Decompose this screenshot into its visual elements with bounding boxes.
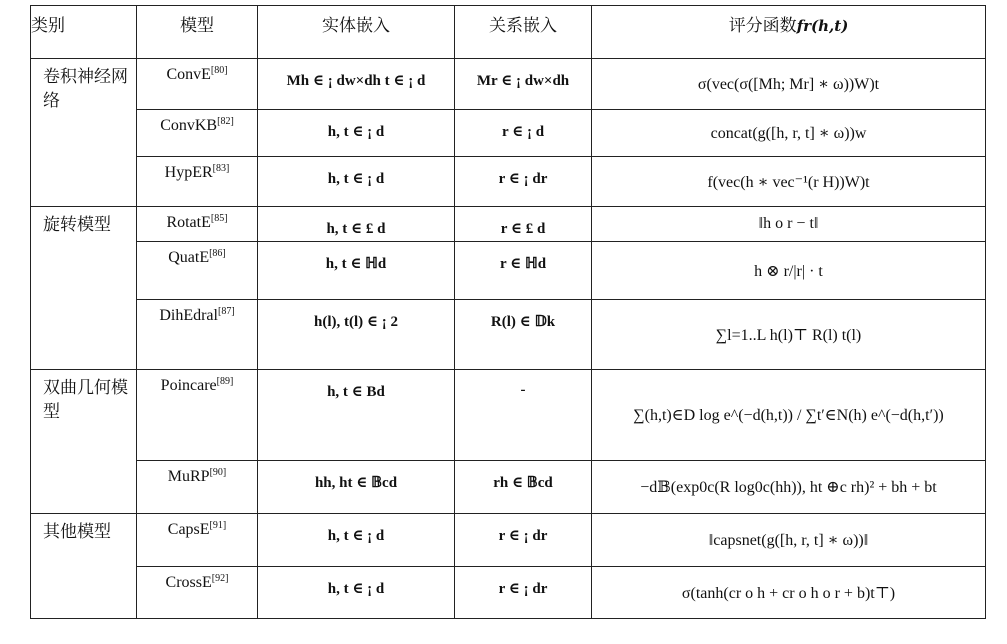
category-other: 其他模型 [31, 514, 137, 619]
relation-embedding: r ∈ ¡ d [455, 110, 592, 157]
model-label: MuRP [167, 468, 210, 485]
entity-embedding: h, t ∈ ℍd [258, 242, 455, 300]
relation-embedding: r ∈ ℍd [455, 242, 592, 300]
table-row [31, 567, 986, 619]
model-name [137, 461, 258, 514]
relation-embedding: r ∈ £ d [455, 207, 592, 242]
model-label: HypER [164, 164, 213, 181]
header-score-function [592, 6, 986, 59]
model-name [137, 207, 258, 242]
score-function: −d𝔹(exp0c(R log0c(hh)), ht ⊕c rh)² + bh + bt [592, 461, 986, 514]
relation-embedding: r ∈ ¡ dr [455, 514, 592, 567]
header-category: 类别 [31, 6, 137, 59]
score-function: h ⊗ r/|r| · t [592, 242, 986, 300]
category-cnn: 卷积神经网络 [31, 59, 137, 207]
model-ref: [91] [209, 520, 227, 531]
header-score-label: 评分函数 [728, 16, 797, 36]
header-row [31, 6, 986, 59]
model-label: RotatE [166, 214, 211, 231]
relation-embedding: rh ∈ 𝔹cd [455, 461, 592, 514]
model-comparison-table [30, 5, 986, 619]
model-label: CapsE [167, 521, 210, 538]
entity-embedding: h, t ∈ ¡ d [258, 514, 455, 567]
model-ref: [90] [209, 467, 227, 478]
model-label: QuatE [168, 249, 210, 266]
entity-embedding: h, t ∈ ¡ d [258, 157, 455, 207]
relation-embedding: Mr ∈ ¡ dw×dh [455, 59, 592, 110]
model-ref: [85] [210, 213, 228, 224]
relation-embedding: - [455, 370, 592, 461]
table-row [31, 300, 986, 370]
model-ref: [87] [217, 306, 235, 317]
model-name [137, 300, 258, 370]
category-hyperbolic: 双曲几何模型 [31, 370, 137, 514]
table-row [31, 370, 986, 461]
entity-embedding: h, t ∈ Bd [258, 370, 455, 461]
relation-embedding: R(l) ∈ 𝔻k [455, 300, 592, 370]
category-rotation: 旋转模型 [31, 207, 137, 370]
table-row [31, 207, 986, 242]
model-ref: [86] [209, 248, 226, 259]
model-label: CrossE [165, 574, 212, 591]
model-label: Poincare [160, 377, 217, 394]
table-row [31, 242, 986, 300]
score-function: f(vec(h ∗ vec⁻¹(r H))W)t [592, 157, 986, 207]
model-name [137, 110, 258, 157]
score-function: σ(vec(σ([Mh; Mr] ∗ ω))W)t [592, 59, 986, 110]
model-ref: [92] [211, 573, 229, 584]
model-ref: [80] [210, 65, 228, 76]
model-name [137, 59, 258, 110]
entity-embedding: hh, ht ∈ 𝔹cd [258, 461, 455, 514]
relation-embedding: r ∈ ¡ dr [455, 567, 592, 619]
table-row [31, 514, 986, 567]
model-name [137, 514, 258, 567]
model-ref: [83] [212, 163, 230, 174]
model-label: ConvKB [160, 117, 218, 134]
model-name [137, 242, 258, 300]
model-name [137, 370, 258, 461]
table-row [31, 110, 986, 157]
header-model: 模型 [137, 6, 258, 59]
table-row [31, 59, 986, 110]
model-label: ConvE [166, 66, 211, 83]
score-function: concat(g([h, r, t] ∗ ω))w [592, 110, 986, 157]
score-function: ‖capsnet(g([h, r, t] ∗ ω))‖ [592, 514, 986, 567]
table-row [31, 157, 986, 207]
score-function: ∑l=1..L h(l)⊤ R(l) t(l) [592, 300, 986, 370]
entity-embedding: h(l), t(l) ∈ ¡ 2 [258, 300, 455, 370]
model-name [137, 157, 258, 207]
score-function: ∑(h,t)∈D log e^(−d(h,t)) / ∑t′∈N(h) e^(−d(h,t′)) [592, 370, 986, 461]
table-row [31, 461, 986, 514]
entity-embedding: h, t ∈ £ d [258, 207, 455, 242]
entity-embedding: Mh ∈ ¡ dw×dh t ∈ ¡ d [258, 59, 455, 110]
header-entity-embedding: 实体嵌入 [258, 6, 455, 59]
model-ref: [89] [216, 376, 234, 387]
relation-embedding: r ∈ ¡ dr [455, 157, 592, 207]
score-function: σ(tanh(cr o h + cr o h o r + b)t⊤) [592, 567, 986, 619]
model-ref: [82] [217, 116, 234, 127]
entity-embedding: h, t ∈ ¡ d [258, 567, 455, 619]
model-label: DihEdral [159, 307, 218, 324]
header-relation-embedding: 关系嵌入 [455, 6, 592, 59]
entity-embedding: h, t ∈ ¡ d [258, 110, 455, 157]
model-name [137, 567, 258, 619]
header-score-symbol: fr(h,t) [796, 17, 849, 35]
score-function: ‖h o r − t‖ [592, 207, 986, 242]
